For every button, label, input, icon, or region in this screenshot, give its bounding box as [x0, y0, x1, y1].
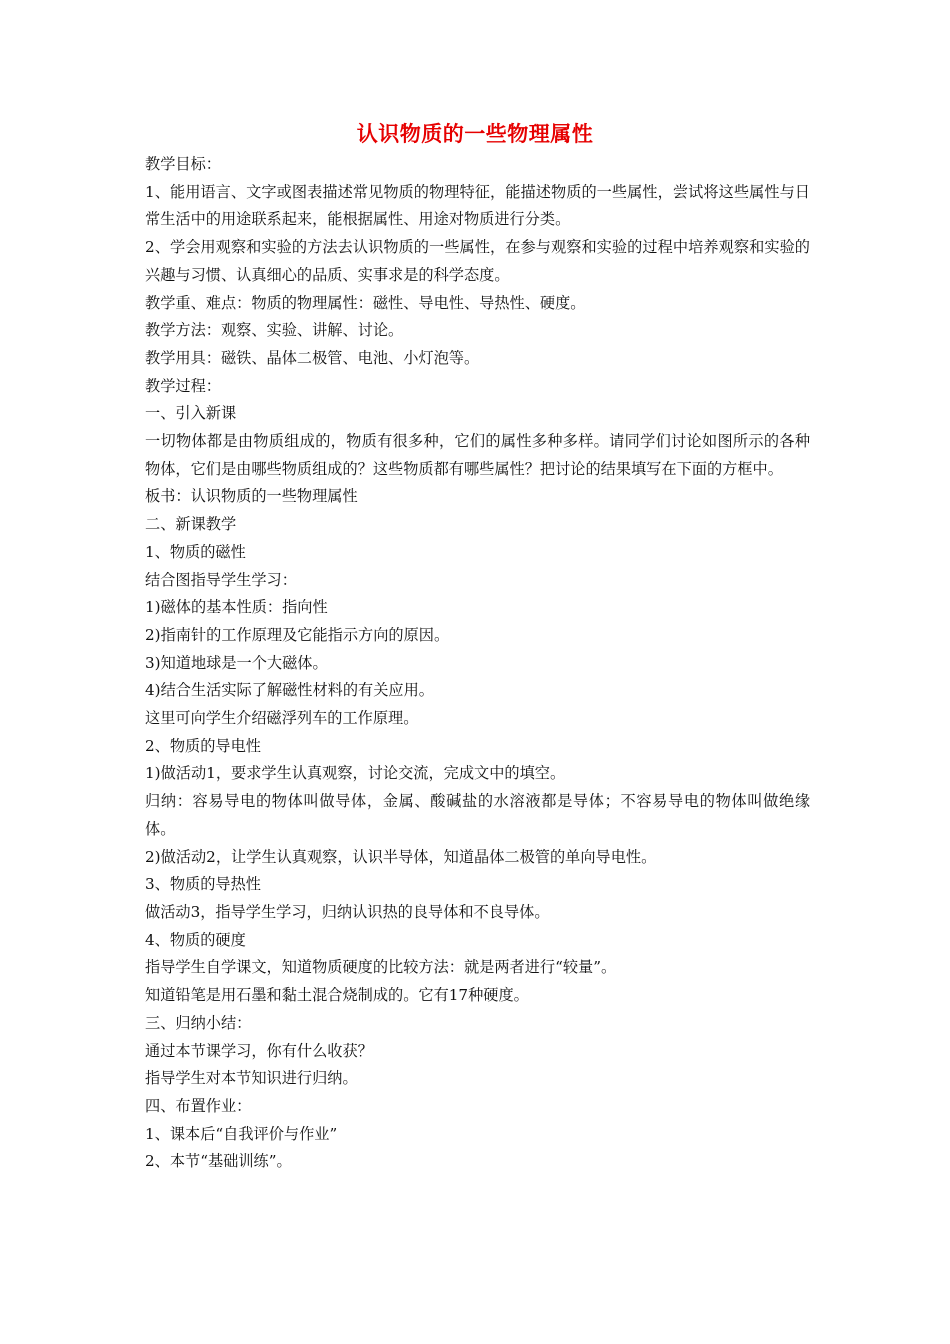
paragraph: 四、布置作业： [145, 1096, 252, 1115]
paragraph: 4、物质的硬度 [145, 930, 246, 949]
paragraph: 通过本节课学习，你有什么收获？ [145, 1041, 373, 1060]
paragraph: 教学方法：观察、实验、讲解、讨论。 [145, 321, 404, 340]
paragraph: 二、新课教学 [145, 515, 237, 534]
paragraph: 一、引入新课 [145, 404, 237, 423]
paragraph: 归纳：容易导电的物体叫做导体，金属、酸碱盐的水溶液都是导体；不容易导电的物体叫做绝缘体。 [145, 792, 810, 838]
paragraph: 板书：认识物质的一些物理属性 [145, 487, 358, 506]
paragraph: 1、能用语言、文字或图表描述常见物质的物理特征，能描述物质的一些属性，尝试将这些属性与日常生活中的用途联系起来，能根据属性、用途对物质进行分类。 [145, 182, 810, 229]
paragraph: 2)指南针的工作原理及它能指示方向的原因。 [145, 625, 450, 644]
paragraph: 做活动3，指导学生学习，归纳认识热的良导体和不良导体。 [145, 902, 550, 921]
paragraph: 知道铅笔是用石墨和黏土混合烧制成的。它有17种硬度。 [145, 986, 529, 1005]
paragraph: 3)知道地球是一个大磁体。 [145, 653, 328, 672]
paragraph: 2、学会用观察和实验的方法去认识物质的一些属性，在参与观察和实验的过程中培养观察和实验的兴趣与习惯、认真细心的品质、实事求是的科学态度。 [145, 238, 810, 284]
paragraph: 4)结合生活实际了解磁性材料的有关应用。 [145, 681, 434, 700]
paragraph: 教学过程： [145, 376, 221, 395]
paragraph: 3、物质的导热性 [145, 875, 261, 894]
paragraph: 结合图指导学生学习： [145, 570, 297, 589]
document-title: 认识物质的一些物理属性 [356, 122, 594, 146]
paragraph: 三、归纳小结： [145, 1013, 252, 1032]
paragraph: 指导学生对本节知识进行归纳。 [145, 1069, 358, 1088]
paragraph: 指导学生自学课文，知道物质硬度的比较方法：就是两者进行“较量”。 [145, 958, 617, 977]
paragraph: 1)磁体的基本性质：指向性 [145, 598, 328, 617]
paragraph: 2、本节“基础训练”。 [145, 1152, 292, 1171]
document-body [145, 151, 810, 1176]
paragraph: 教学目标： [145, 155, 221, 173]
paragraph: 1)做活动1，要求学生认真观察，讨论交流，完成文中的填空。 [145, 764, 566, 783]
paragraph: 1、课本后“自我评价与作业” [145, 1124, 338, 1143]
paragraph: 教学用具：磁铁、晶体二极管、电池、小灯泡等。 [145, 348, 480, 367]
paragraph: 2、物质的导电性 [145, 736, 261, 755]
paragraph: 2)做活动2，让学生认真观察，认识半导体，知道晶体二极管的单向导电性。 [145, 847, 657, 866]
paragraph: 一切物体都是由物质组成的，物质有很多种，它们的属性多种多样。请同学们讨论如图所示的各种物体，它们是由哪些物质组成的？这些物质都有哪些属性？把讨论的结果填写在下面的方框中。 [145, 432, 810, 478]
paragraph: 1、物质的磁性 [145, 542, 246, 561]
paragraph: 这里可向学生介绍磁浮列车的工作原理。 [145, 709, 419, 728]
paragraph: 教学重、难点：物质的物理属性：磁性、导电性、导热性、硬度。 [145, 293, 586, 312]
